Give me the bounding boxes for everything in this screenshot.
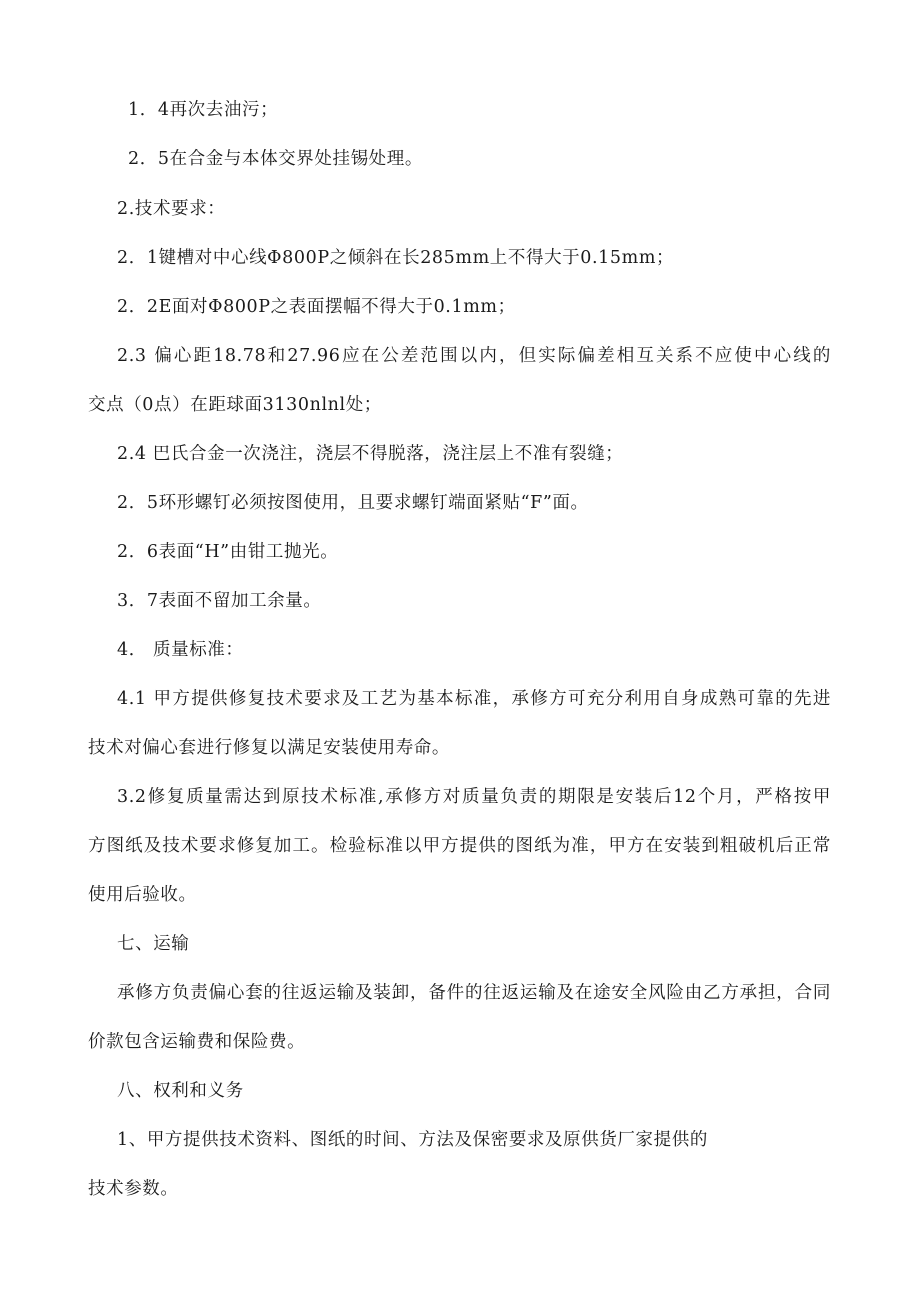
section-heading: 八、权利和义务 <box>117 1081 244 1101</box>
text-line: 1．4再次去油污； <box>128 100 279 120</box>
text-line: 4.1 甲方提供修复技术要求及工艺为基本标准，承修方可充分利用自身成熟可靠的先进 <box>117 689 831 709</box>
text-line: 2．6表面“H”由钳工抛光。 <box>117 542 339 562</box>
text-line: 2．1键槽对中心线Φ800P之倾斜在长285mm上不得大于0.15mm； <box>117 248 675 268</box>
text-line: 技术参数。 <box>88 1179 179 1199</box>
section-heading: 七、运输 <box>117 934 190 954</box>
text-line: 方图纸及技术要求修复加工。检验标准以甲方提供的图纸为准，甲方在安装到粗破机后正常 <box>88 836 831 856</box>
text-line: 3．7表面不留加工余量。 <box>117 591 322 611</box>
text-line: 2．5环形螺钉必须按图使用，且要求螺钉端面紧贴“F”面。 <box>117 493 589 513</box>
text-line: 2．2E面对Φ800P之表面摆幅不得大于0.1mm； <box>117 297 516 317</box>
section-heading: 4． 质量标准： <box>117 640 244 660</box>
text-line: 使用后验收。 <box>88 885 197 905</box>
text-line: 交点（0点）在距球面3130nlnl处； <box>88 395 382 415</box>
text-line: 2.3 偏心距18.78和27.96应在公差范围以内，但实际偏差相互关系不应使中心线的 <box>117 346 831 366</box>
text-line: 价款包含运输费和保险费。 <box>88 1032 306 1052</box>
text-line: 2.4 巴氏合金一次浇注，浇层不得脱落，浇注层上不准有裂缝； <box>117 444 624 464</box>
section-heading: 2.技术要求： <box>117 199 226 219</box>
text-line: 承修方负责偏心套的往返运输及装卸，备件的往返运输及在途安全风险由乙方承担，合同 <box>117 983 831 1003</box>
text-line: 2．5在合金与本体交界处挂锡处理。 <box>128 149 423 169</box>
text-line: 1、甲方提供技术资料、图纸的时间、方法及保密要求及原供货厂家提供的 <box>117 1130 708 1150</box>
text-line: 3.2修复质量需达到原技术标准,承修方对质量负责的期限是安装后12个月，严格按甲 <box>117 787 831 807</box>
text-line: 技术对偏心套进行修复以满足安装使用寿命。 <box>88 738 450 758</box>
